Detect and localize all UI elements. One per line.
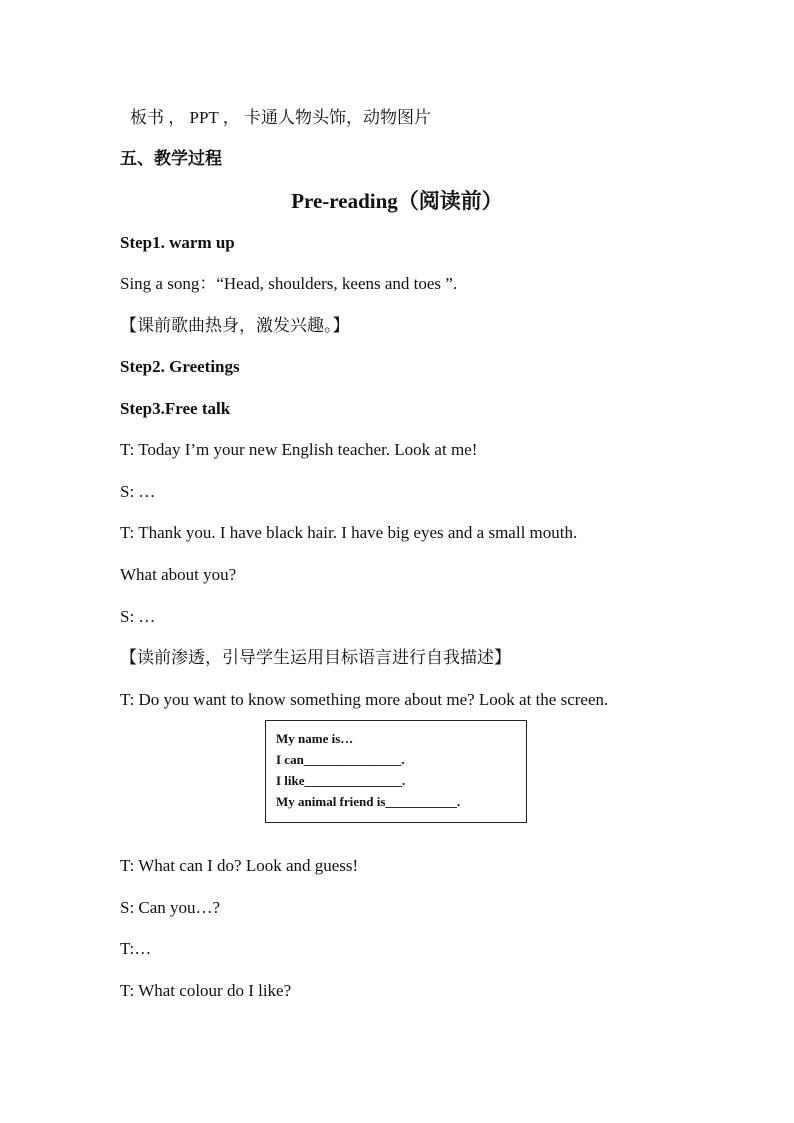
screen-text-box (265, 720, 527, 823)
dialogue-line: T: Do you want to know something more about me? Look at the screen. (120, 690, 609, 709)
sing-song-line: Sing a song：“Head, shoulders, keens and toes ”. (120, 274, 458, 293)
box-line-name: My name is… (276, 731, 354, 746)
note-warmup: 【课前歌曲热身，激发兴趣。】 (120, 316, 350, 335)
dialogue-line: T: What can I do? Look and guess! (120, 856, 359, 875)
dialogue-line: T: Thank you. I have black hair. I have big eyes and a small mouth. (120, 523, 578, 542)
dialogue-line: S: … (120, 607, 156, 626)
box-line-like: I like_______________. (276, 773, 406, 788)
note-self-description: 【读前渗透，引导学生运用目标语言进行自我描述】 (120, 648, 511, 667)
materials-line: 板书 ， PPT ， 卡通人物头饰，动物图片 (130, 108, 431, 127)
dialogue-line: T:… (120, 939, 152, 958)
dialogue-line: S: … (120, 482, 156, 501)
dialogue-line: What about you? (120, 565, 237, 584)
step1-heading: Step1. warm up (120, 233, 235, 252)
dialogue-line: S: Can you…? (120, 898, 221, 917)
section-heading-teaching-process: 五、教学过程 (120, 149, 222, 168)
box-line-can: I can_______________. (276, 752, 405, 767)
dialogue-line: T: Today I’m your new English teacher. Look at me! (120, 440, 478, 459)
box-line-animal-friend: My animal friend is___________. (276, 794, 461, 809)
dialogue-line: T: What colour do I like? (120, 981, 292, 1000)
step3-heading: Step3.Free talk (120, 399, 231, 418)
section-title-pre-reading: Pre-reading（阅读前） (291, 189, 503, 213)
step2-heading: Step2. Greetings (120, 357, 240, 376)
